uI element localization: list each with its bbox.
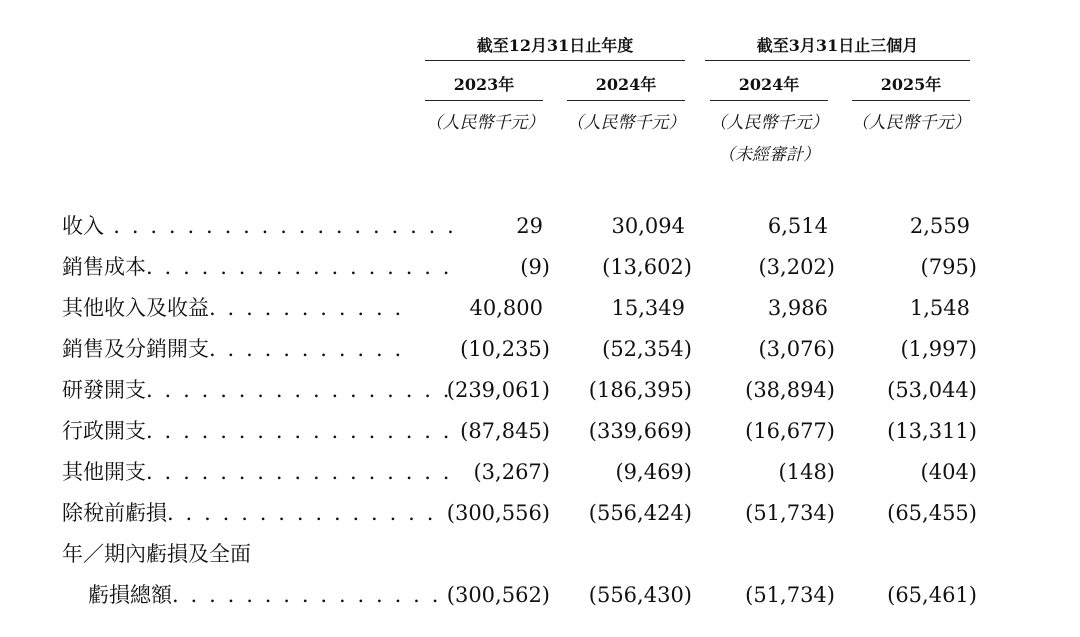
unit-label-col4: （人民幣千元） xyxy=(851,113,971,133)
value-cell: (795) xyxy=(920,255,977,279)
value-cell: (38,894) xyxy=(745,378,835,402)
year-header-2023: 2023年 xyxy=(453,75,515,94)
value-cell: 2,559 xyxy=(909,214,970,238)
value-cell: (1,997) xyxy=(900,337,977,361)
value-cell: (9) xyxy=(520,255,550,279)
value-cell: (3,076) xyxy=(758,337,835,361)
row-label-admin-expenses: 行政開支. . . . . . . . . . . . . . . . . xyxy=(62,419,453,443)
header-group-quarter-rule xyxy=(705,60,970,61)
value-cell: (9,469) xyxy=(615,460,692,484)
row-label-other-expenses: 其他開支. . . . . . . . . . . . . . . . . xyxy=(62,460,453,484)
value-cell: (65,455) xyxy=(887,501,977,525)
value-cell: (300,562) xyxy=(446,583,550,607)
value-cell: 1,548 xyxy=(909,296,970,320)
value-cell: (52,354) xyxy=(602,337,692,361)
header-group-year: 截至12月31日止年度 xyxy=(476,36,634,55)
value-cell: (51,734) xyxy=(745,583,835,607)
value-cell: (186,395) xyxy=(588,378,692,402)
year-header-2024-rule xyxy=(567,100,685,101)
value-cell: (300,556) xyxy=(446,501,550,525)
value-cell: (404) xyxy=(920,460,977,484)
value-cell: (10,235) xyxy=(460,337,550,361)
row-label-rnd-expenses: 研發開支. . . . . . . . . . . . . . . . . xyxy=(62,378,453,402)
year-header-2024-q-rule xyxy=(710,100,828,101)
header-group-year-rule xyxy=(425,60,685,61)
value-cell: 15,349 xyxy=(611,296,685,320)
row-label-comprehensive-loss-line1: 年／期內虧損及全面 xyxy=(62,542,251,566)
year-header-2025-q: 2025年 xyxy=(880,75,942,94)
value-cell: (13,311) xyxy=(887,419,977,443)
row-label-cost-of-sales: 銷售成本. . . . . . . . . . . . . . . . . xyxy=(62,255,453,279)
value-cell: 30,094 xyxy=(611,214,685,238)
unit-label-col1: （人民幣千元） xyxy=(425,113,545,133)
value-cell: 3,986 xyxy=(767,296,828,320)
value-cell: (339,669) xyxy=(588,419,692,443)
value-cell: (16,677) xyxy=(745,419,835,443)
year-header-2024: 2024年 xyxy=(595,75,657,94)
value-cell: (556,424) xyxy=(588,501,692,525)
header-group-quarter: 截至3月31日止三個月 xyxy=(756,36,919,55)
row-label-selling-expenses: 銷售及分銷開支. . . . . . . . . . . xyxy=(62,337,404,361)
unit-label-col2: （人民幣千元） xyxy=(566,113,686,133)
value-cell: 40,800 xyxy=(469,296,543,320)
year-header-2023-rule xyxy=(425,100,543,101)
value-cell: (53,044) xyxy=(887,378,977,402)
unit-label-col3: （人民幣千元） xyxy=(709,113,829,133)
year-header-2024-q: 2024年 xyxy=(738,75,800,94)
row-label-loss-before-tax: 除稅前虧損. . . . . . . . . . . . . . . xyxy=(62,501,436,525)
value-cell: (65,461) xyxy=(887,583,977,607)
value-cell: (51,734) xyxy=(745,501,835,525)
value-cell: (13,602) xyxy=(602,255,692,279)
value-cell: (239,061) xyxy=(446,378,550,402)
value-cell: (3,267) xyxy=(473,460,550,484)
row-label-other-income: 其他收入及收益. . . . . . . . . . . xyxy=(62,296,404,320)
year-header-2025-q-rule xyxy=(852,100,970,101)
value-cell: 6,514 xyxy=(767,214,828,238)
unaudited-label: （未經審計） xyxy=(718,145,820,165)
row-label-revenue: 收入 . . . . . . . . . . . . . . . . . . . xyxy=(62,214,457,238)
value-cell: 29 xyxy=(516,214,543,238)
row-label-total-comprehensive-loss: 虧損總額. . . . . . . . . . . . . . . xyxy=(88,583,441,607)
value-cell: (148) xyxy=(778,460,835,484)
value-cell: (3,202) xyxy=(758,255,835,279)
value-cell: (87,845) xyxy=(460,419,550,443)
value-cell: (556,430) xyxy=(588,583,692,607)
